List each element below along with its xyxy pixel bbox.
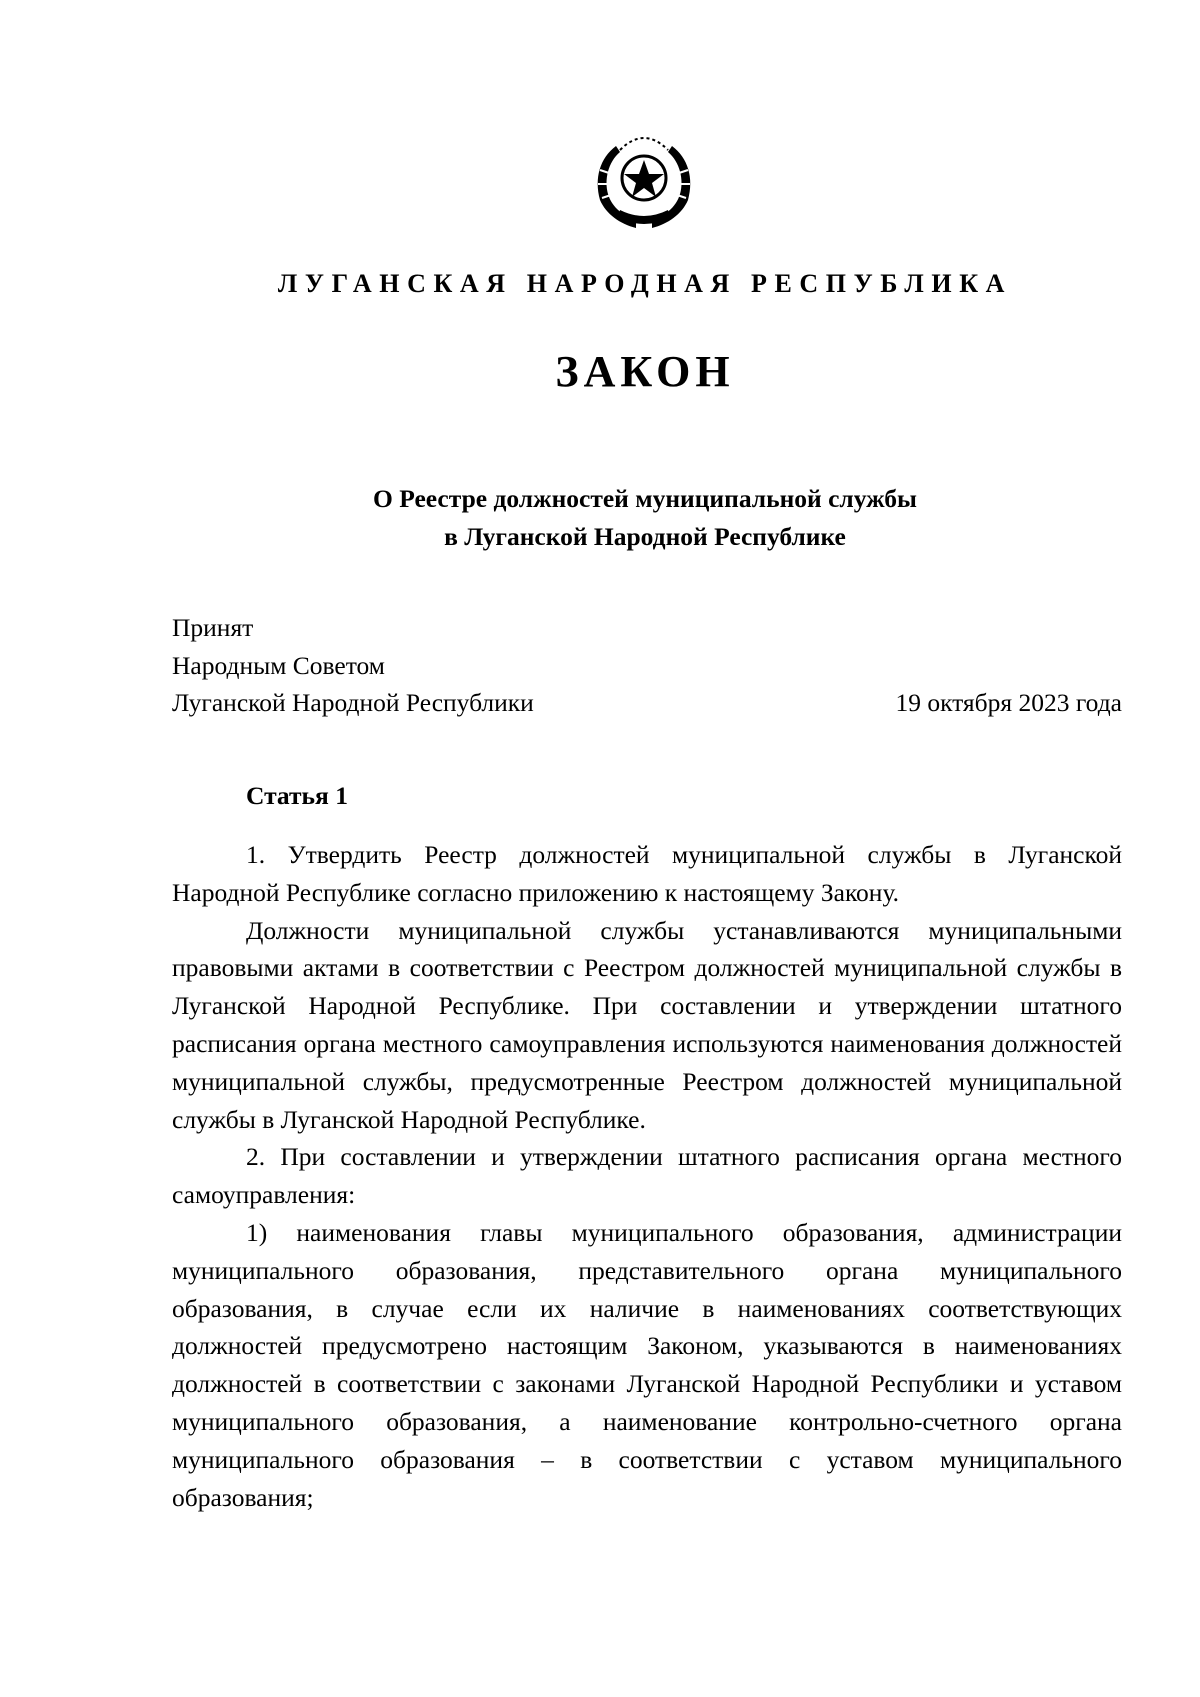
article-body [172, 836, 1122, 1516]
document-type: ЗАКОН [555, 347, 735, 396]
law-title-line-1: О Реестре должностей муниципальной службы [373, 484, 917, 513]
adoption-line-3: Луганской Народной Республики [172, 688, 534, 717]
article-heading: Статья 1 [246, 781, 348, 810]
article-paragraph: 1. Утвердить Реестр должностей муниципальной службы в Луганской Народной Республике согласно приложению к настоящему Закону. [172, 840, 1122, 907]
adoption-line-2: Народным Советом [172, 650, 385, 680]
article-paragraph: 2. При составлении и утверждении штатного расписания органа местного самоуправления: [172, 1142, 1122, 1210]
article-paragraph: 1) наименования главы муниципального образования, администрации муниципального образования, представительного органа муниципального образования, в случае если их наличие в наименованиях соответствующих должностей предусмотрено настоящим Законом, указываются в наименованиях должностей в соответствии с законами Луганской Народной Республики и уставом муниципального образования, а наименование контрольно-счетного органа муниципального образования – в соответствии с уставом муниципального образования; [172, 1217, 1122, 1512]
article-paragraph: Должности муниципальной службы устанавливаются муниципальными правовыми актами в соответствии с Реестром должностей муниципальной службы в Луганской Народной Республике. При составлении и утверждении штатного расписания органа местного самоуправления используются наименования должностей муниципальной службы, предусмотренные Реестром должностей муниципальной службы в Луганской Народной Республике. [172, 915, 1122, 1134]
adoption-block [172, 609, 534, 722]
coat-of-arms-icon [586, 122, 702, 234]
law-title-line-2: в Луганской Народной Республике [444, 522, 846, 551]
adoption-date: 19 октября 2023 года [895, 688, 1122, 717]
law-title [170, 480, 1120, 556]
country-name: ЛУГАНСКАЯ НАРОДНАЯ РЕСПУБЛИКА [277, 269, 1013, 298]
adoption-line-1: Принят [172, 613, 254, 642]
